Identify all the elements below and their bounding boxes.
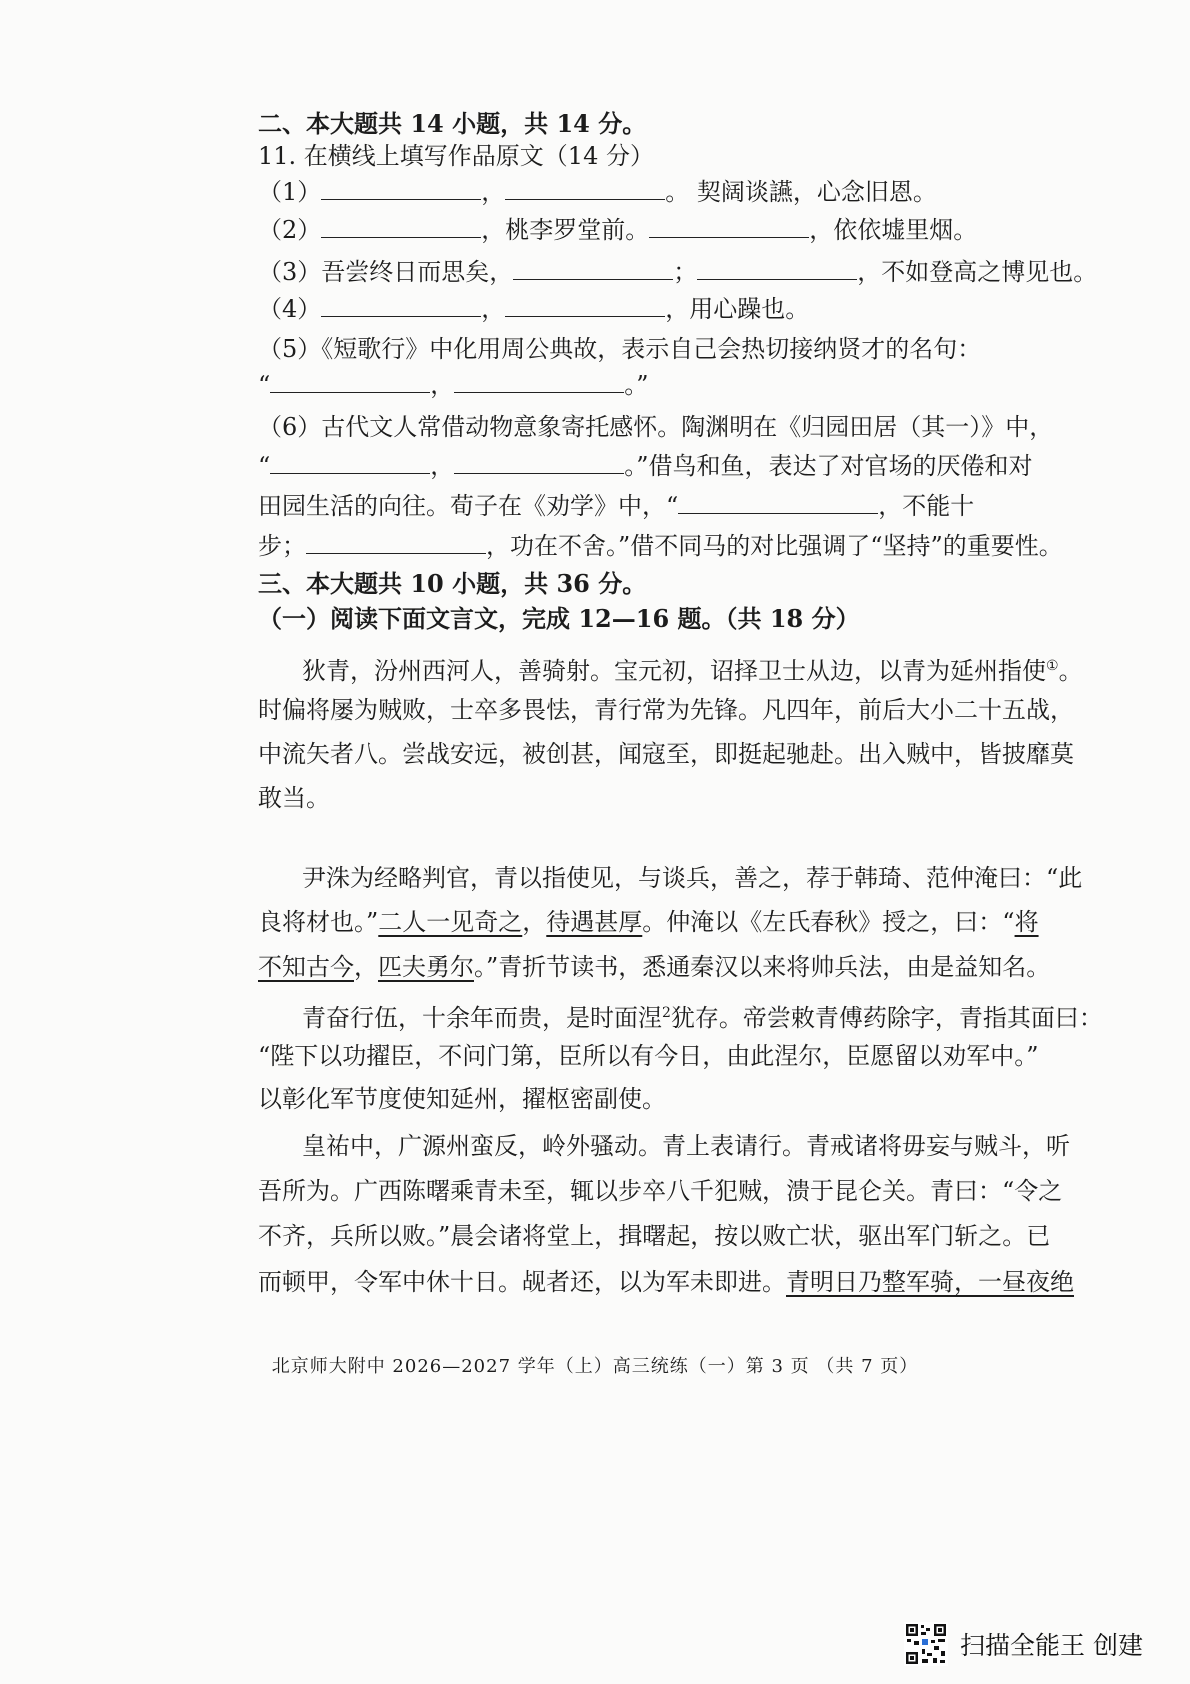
- passage-p2-line-3: 不知古今，匹夫勇尔。”青折节读书，悉通秦汉以来将帅兵法，由是益知名。: [258, 953, 1051, 981]
- underlined-sentence: 二人一见奇之: [378, 908, 523, 936]
- passage-p3-line-3: 以彰化军节度使知延州，擢枢密副使。: [258, 1085, 666, 1113]
- scanner-watermark: [904, 1622, 1143, 1666]
- passage-p3-line-2: “陛下以功擢臣，不问门第，臣所以有今日，由此涅尔，臣愿留以劝军中。”: [258, 1042, 1039, 1070]
- q11-item-6-line-2: “ ， 。”借鸟和鱼，表达了对官场的厌倦和对: [258, 452, 1033, 480]
- passage-p4-line-1: 皇祐中，广源州蛮反，岭外骚动。青上表请行。青戒诸将毋妄与贼斗，听: [302, 1132, 1070, 1160]
- q11-item-5-prompt: （5）《短歌行》中化用周公典故，表示自己会热切接纳贤才的名句：: [258, 335, 982, 363]
- passage-p4-line-4: 而顿甲，令军中休十日。觇者还，以为军未即进。青明日乃整军骑，一昼夜绝: [258, 1268, 1074, 1296]
- answer-blank[interactable]: [697, 257, 857, 280]
- watermark-text: 扫描全能王 创建: [960, 1631, 1143, 1660]
- underlined-sentence: 待遇甚厚: [546, 908, 643, 936]
- answer-blank[interactable]: [270, 370, 430, 393]
- page-footer: 北京师大附中 2026—2027 学年（上）高三统练（一）第 3 页 （共 7 页）: [271, 1356, 919, 1377]
- q11-item-6-line-1: （6）古代文人常借动物意象寄托感怀。陶渊明在《归园田居（其一）》中，: [258, 413, 1054, 441]
- underlined-sentence: 将: [1014, 908, 1039, 936]
- footnote-mark: 2: [662, 1005, 671, 1021]
- passage-p1-line-2: 时偏将屡为贼败，士卒多畏怯，青行常为先锋。凡四年，前后大小二十五战，: [258, 696, 1074, 724]
- passage-p4-line-3: 不齐，兵所以败。”晨会诸将堂上，揖曙起，按以败亡状，驱出军门斩之。已: [258, 1222, 1051, 1250]
- answer-blank[interactable]: [505, 177, 665, 200]
- q11-item-4: （4） ， ，用心躁也。: [258, 295, 810, 323]
- answer-blank[interactable]: [454, 370, 624, 393]
- section-2-heading: 二、本大题共 14 小题，共 14 分。: [258, 109, 647, 138]
- q11-item-3: （3）吾尝终日而思矣， ； ，不如登高之博见也。: [258, 258, 1098, 286]
- passage-p1-line-1: 狄青，汾州西河人，善骑射。宝元初，诏择卫士从边，以青为延州指使①。: [302, 657, 1083, 685]
- q11-item-2: （2） ，桃李罗堂前。 ，依依墟里烟。: [258, 216, 978, 244]
- answer-blank[interactable]: [678, 491, 878, 514]
- passage-p1-line-3: 中流矢者八。尝战安远，被创甚，闻寇至，即挺起驰赴。出入贼中，皆披靡莫: [258, 740, 1074, 768]
- answer-blank[interactable]: [270, 451, 430, 474]
- answer-blank[interactable]: [513, 257, 673, 280]
- q11-item-5-answer: “ ， 。”: [258, 371, 649, 399]
- answer-blank[interactable]: [649, 215, 809, 238]
- passage-p2-line-2: 良将材也。”二人一见奇之，待遇甚厚。仲淹以《左氏春秋》授之，曰：“将: [258, 908, 1039, 936]
- answer-blank[interactable]: [505, 294, 665, 317]
- answer-blank[interactable]: [321, 294, 481, 317]
- answer-blank[interactable]: [321, 215, 481, 238]
- q11-item-6-line-4: 步； ，功在不舍。”借不同马的对比强调了“坚持”的重要性。: [258, 532, 1063, 560]
- section-3-heading: 三、本大题共 10 小题，共 36 分。: [258, 569, 647, 598]
- q11-item-1: （1） ， 。 契阔谈讌，心念旧恩。: [258, 178, 937, 206]
- question-11-title: 11. 在横线上填写作品原文（14 分）: [258, 142, 654, 170]
- answer-blank[interactable]: [321, 177, 481, 200]
- underlined-sentence: 不知古今: [258, 953, 354, 981]
- passage-p4-line-2: 吾所为。广西陈曙乘青未至，辄以步卒八千犯贼，溃于昆仑关。青曰：“令之: [258, 1177, 1063, 1205]
- passage-p3-line-1: 青奋行伍，十余年而贵，是时面涅$^2$犹存。帝尝敕青傅药除字，青指其面曰：: [302, 1004, 1103, 1032]
- qr-code-icon: [904, 1622, 948, 1666]
- answer-blank[interactable]: [306, 531, 486, 554]
- underlined-sentence: 青明日乃整军骑，一昼夜绝: [786, 1268, 1074, 1296]
- answer-blank[interactable]: [454, 451, 624, 474]
- passage-p1-line-4: 敢当。: [258, 784, 330, 812]
- passage-p2-line-1: 尹洙为经略判官，青以指使见，与谈兵，善之，荐于韩琦、范仲淹曰：“此: [302, 864, 1083, 892]
- section-3-subheading: （一）阅读下面文言文，完成 12—16 题。（共 18 分）: [258, 604, 860, 633]
- underlined-sentence: 匹夫勇尔: [378, 953, 474, 981]
- q11-item-6-line-3: 田园生活的向往。荀子在《劝学》中，“ ，不能十: [258, 492, 975, 520]
- footnote-mark: ①: [1046, 658, 1059, 674]
